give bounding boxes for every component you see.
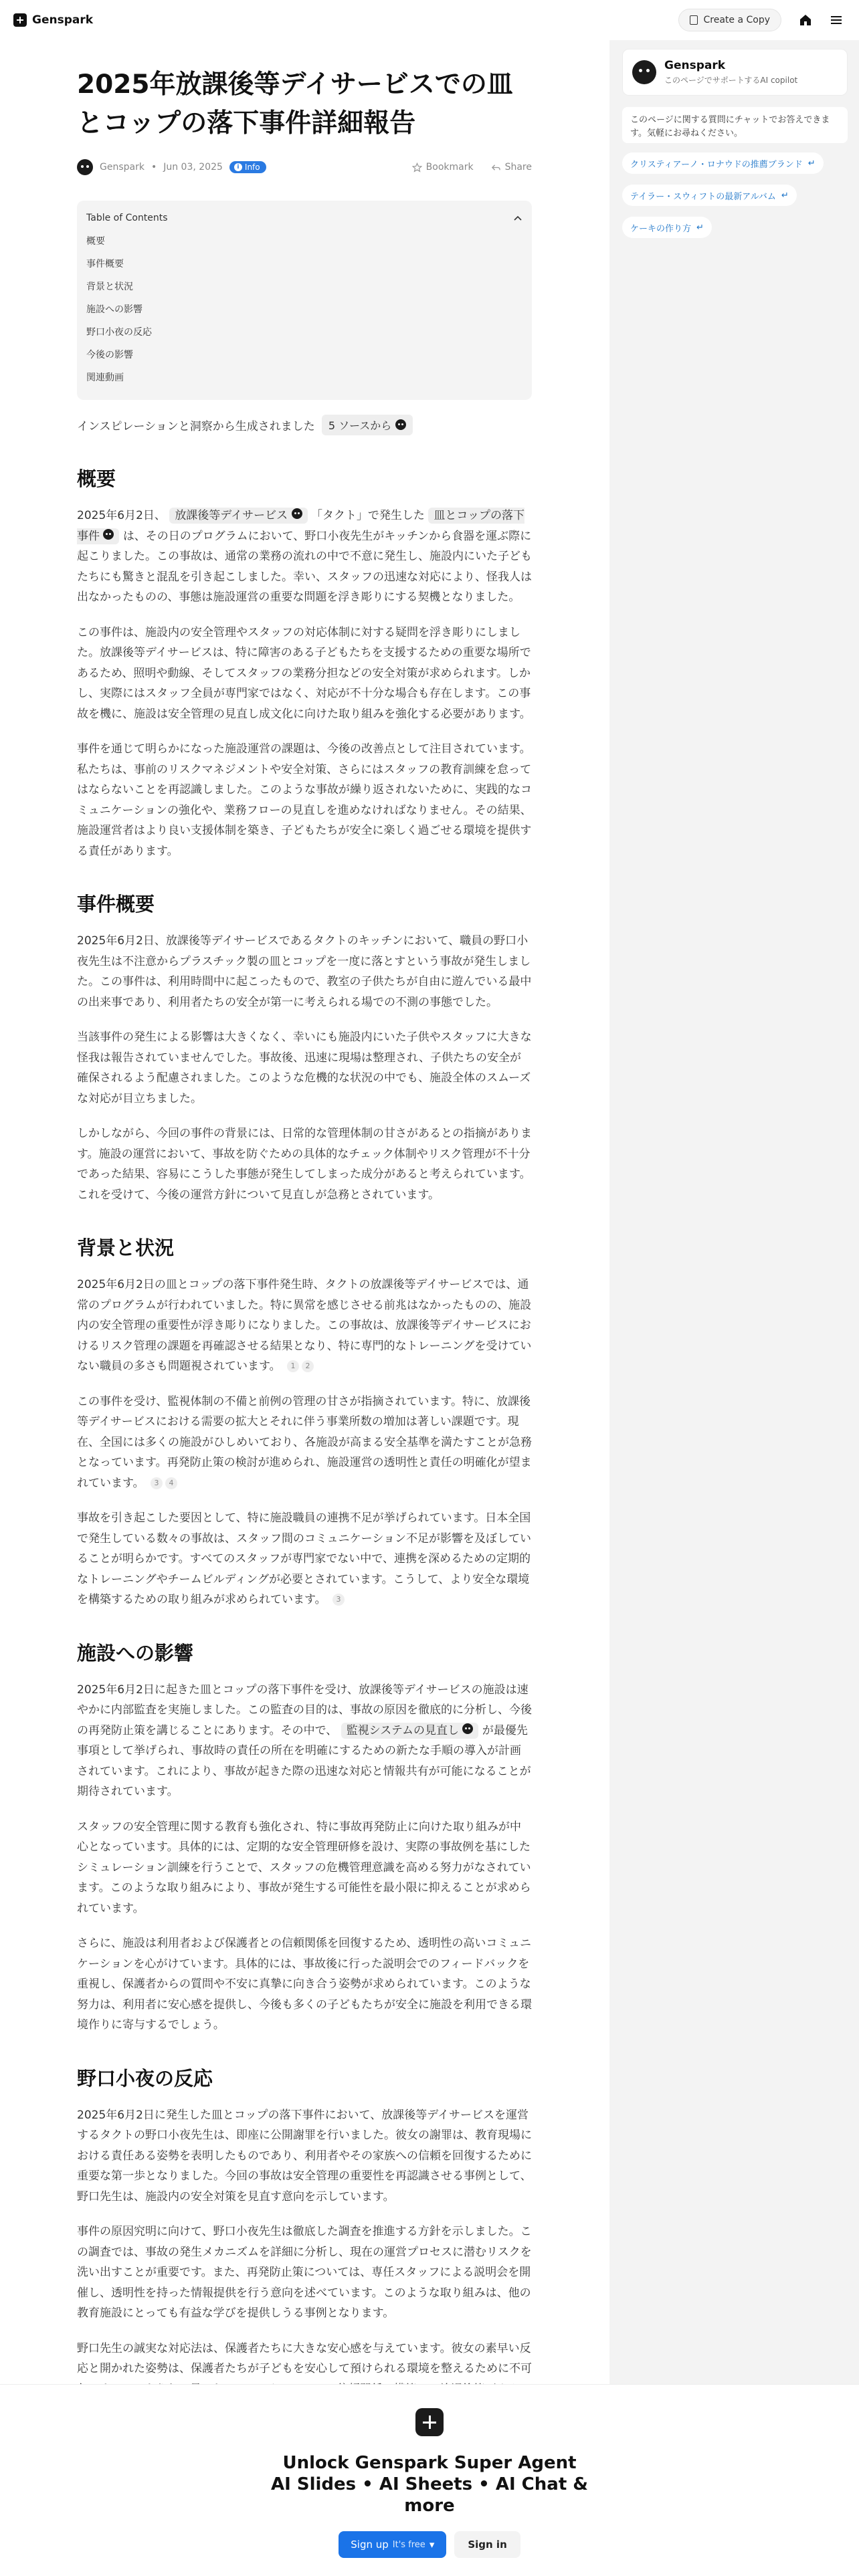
paragraph: [77, 1275, 532, 1377]
paragraph: 2025年6月2日に発生した皿とコップの落下事件において、放課後等デイサービスを運営するタクトの野口小夜先生は、即座に公開謝罪を行いました。彼女の謝罪は、教育現場における責任ある姿勢を表明したものであり、利用者やその家族への信頼を回復するために重要な第一歩となりました。今回の事故は安全管理の重要性を再認識させる事例として、野口先生は、施設内の安全対策を見直す意向を示しています。: [77, 2108, 532, 2204]
bookmark-label: Bookmark: [425, 162, 474, 173]
paragraph: 野口先生の誠実な対応法は、保護者たちに大きな安心感を与えています。彼女の素早い反応と開かれた姿勢は、保護者たちが子どもを安心して預けられる環境を整えるために不可: [77, 2341, 532, 2375]
citation-badge[interactable]: 2: [302, 1360, 314, 1372]
cta-title-line: more: [404, 2496, 455, 2516]
table-of-contents: [77, 201, 532, 400]
article: [77, 40, 532, 2455]
copilot-header: [622, 49, 848, 96]
cta-title: [0, 2452, 859, 2516]
share-label: Share: [504, 162, 532, 173]
article-meta: [77, 158, 532, 177]
signup-button[interactable]: [339, 2531, 446, 2558]
cta-title-line: Unlock Genspark Super Agent: [282, 2453, 577, 2473]
toc-title: Table of Contents: [86, 213, 168, 223]
author-avatar: [77, 159, 93, 175]
page-title: 2025年放課後等デイサービスでの皿とコップの落下事件詳細報告: [77, 70, 513, 138]
paragraph: [77, 506, 532, 608]
enter-arrow-icon: ↵: [696, 222, 704, 233]
text-run: 事故を引き起こした要因として、特に施設職員の連携不足が挙げられています。日本全国で発生している数々の事故は、スタッフ間のコミュニケーション不足が影響を及ぼしていることが明らかです。すべてのスタッフが専門家でない中で、連携を深めるための定期的なトレーニングやチームビルディングが必要とされています。こうして、より安全な環境を構築するための取り組みが求められています。: [77, 1511, 531, 1606]
paragraph: [77, 1680, 532, 1802]
suggestion-label: クリスティアーノ・ロナウドの推薦ブランド: [630, 159, 803, 170]
create-copy-button[interactable]: [678, 9, 781, 31]
copilot-intro-message: このページに関する質問にチャットでお答えできます。気軽にお尋ねください。: [622, 107, 848, 143]
text-run: は、その日のプログラムにおいて、野口小夜先生がキッチンから食器を運ぶ際に起こりました。この事故は、通常の業務の流れの中で不意に発生し、施設内にいた子どもたちにも驚きと混乱を引き起こしました。幸い、スタッフの迅速な対応により、怪我人は出なかったものの、事態は施設運営の重要な問題を浮き彫りにする契機となりました。: [77, 529, 532, 604]
create-copy-label: Create a Copy: [703, 15, 770, 25]
paragraph: [77, 1508, 532, 1610]
suggestion-chip[interactable]: [622, 217, 712, 238]
text-run: この事件を受け、監視体制の不備と前例の管理の甘さが指摘されています。特に、放課後等デイサービスにおける需要の拡大とそれに伴う事業所数の増加は著しい課題です。現在、全国には多くの施設がひしめいており、各施設が高まる安全基準を満たすことが急務となっています。再発防止策の検討が進められ、施設運営の透明性と責任の明確化が望まれています。: [77, 1394, 532, 1490]
paragraph: 当該事件の発生による影響は大きくなく、幸いにも施設内にいた子供やスタッフに大きな怪我は報告されていませんでした。事故後、迅速に現場は整理され、子供たちの安全が確保されるよう配慮されました。このような危機的な状況の中でも、施設全体のスムーズな対応が目立ちました。: [77, 1031, 532, 1105]
paragraph: しかしながら、今回の事件の背景には、日常的な管理体制の甘さがあるとの指摘があります。施設の運営において、事故を防ぐための具体的なチェック体制やリスク管理が不十分であった結果、容易にこうした事態が発生してしまった成分があると考えられています。これを受けて、今後の運営方針について見直しが急務とされています。: [77, 1127, 532, 1202]
paragraph: [77, 1392, 532, 1494]
genspark-logo-icon: [13, 13, 27, 27]
sources-chip-label: 5 ソースから: [328, 419, 392, 432]
toc-item-background[interactable]: 背景と状況: [86, 282, 133, 292]
publish-date: Jun 03, 2025: [163, 162, 223, 173]
paragraph: 2025年6月2日、放課後等デイサービスであるタクトのキッチンにおいて、職員の野口小夜先生は不注意からプラスチック製の皿とコップを一度に落とすという事故が発生しました。この事件は、利用時間中に起こったもので、教室の子供たちが自由に遊んでいる最中の出来事であり、利用者たちの安全が第一に考えられる場での不測の事態でした。: [77, 934, 532, 1009]
copy-icon: [690, 15, 698, 25]
info-badge-label: Info: [244, 163, 260, 172]
copilot-avatar-icon: [632, 60, 656, 84]
paragraph: 事件の原因究明に向けて、野口小夜先生は徹底した調査を推進する方針を示しました。この調査では、事故の発生メカニズムを詳細に分析し、現在の運営プロセスに潜むリスクを洗い出すことが重要です。また、再発防止策については、専任スタッフによる説明会を開催し、透明性を持った情報提供を行う意向を述べています。このような取り組みは、他の教育施設にとっても有益な学びを提供しうる事例となります。: [77, 2225, 532, 2320]
text-run: 2025年6月2日に起きた皿とコップの落下事件を受け、放課後等デイサービスの施設は速やかに内部監査を実施しました。この監査の目的は、事故の原因を徹底的に分析し、今後の再発防止策を講じることにあります。その中で、: [77, 1683, 532, 1737]
menu-icon[interactable]: [830, 15, 843, 25]
copilot-subtitle: このページでサポートするAI copilot: [664, 76, 798, 85]
section-heading-background: 背景と状況: [77, 1237, 175, 1259]
toc-header[interactable]: [86, 213, 522, 223]
suggestion-label: ケーキの作り方: [630, 223, 692, 234]
copilot-name: Genspark: [664, 59, 726, 72]
signin-button[interactable]: Sign in: [454, 2531, 520, 2558]
citation-badge[interactable]: 3: [151, 1477, 163, 1489]
text-run: 「タクト」で発生した: [310, 509, 425, 522]
signup-label: Sign up: [351, 2539, 389, 2551]
toc-item-facility-impact[interactable]: 施設への影響: [86, 304, 142, 315]
genspark-logo-icon: [415, 2408, 444, 2436]
chevron-up-icon[interactable]: [513, 215, 522, 221]
section-heading-noguchi-response: 野口小夜の反応: [77, 2066, 213, 2090]
entity-chip-label: 皿とコップの落下事件: [77, 509, 525, 543]
star-icon: [412, 163, 422, 173]
cta-title-line: AI Slides • AI Sheets • AI Chat &: [271, 2474, 588, 2494]
info-icon: i: [234, 163, 242, 171]
suggestion-label: テイラー・スウィフトの最新アルバム: [630, 191, 776, 202]
citation-badge[interactable]: 4: [165, 1477, 177, 1489]
entity-chip-label: 監視システムの見直し: [346, 1723, 460, 1737]
sources-line: [77, 413, 532, 436]
text-run: 2025年6月2日、: [77, 509, 166, 522]
enter-arrow-icon: ↵: [781, 190, 789, 201]
citation-badge[interactable]: 1: [287, 1360, 299, 1372]
paragraph: スタッフの安全管理に関する教育も強化され、特に事故再発防止に向けた取り組みが中心となっています。具体的には、定期的な安全管理研修を設け、実際の事故例を基にしたシミュレーション訓練を行うことで、スタッフの危機管理意識を高める努力がなされています。このような取り組みにより、事故が発生する可能性を最小限に抑えることが求められています。: [77, 1820, 531, 1915]
toc-item-noguchi-response[interactable]: 野口小夜の反応: [86, 327, 152, 338]
entity-chip-monitoring-review[interactable]: [341, 1723, 479, 1739]
toc-item-future-impact[interactable]: 今後の影響: [86, 350, 133, 360]
paragraph: さらに、施設は利用者および保護者との信頼関係を回復するため、透明性の高いコミュニケーションを心がけています。具体的には、事故後に行った説明会でのフィードバックを重視し、保護者からの質問や不安に真摯に向き合う姿勢が求められています。このような努力は、利用者に安心感を提供し、今後も多くの子どもたちが安全に施設を利用できる環境作りに寄与するでしょう。: [77, 1937, 532, 2032]
suggestion-chip[interactable]: [622, 152, 824, 174]
bookmark-button[interactable]: [412, 162, 474, 173]
genspark-mini-icon: [462, 1723, 473, 1734]
top-bar: [0, 0, 859, 40]
share-button[interactable]: [491, 162, 532, 173]
suggestion-chip[interactable]: [622, 185, 797, 206]
brand-name: Genspark: [32, 13, 94, 27]
sources-chip[interactable]: [322, 415, 413, 435]
toc-item-overview[interactable]: 概要: [86, 236, 105, 247]
genspark-mini-icon: [103, 529, 114, 540]
genspark-mini-icon: [292, 508, 302, 519]
paragraph: 事件を通じて明らかになった施設運営の課題は、今後の改善点として注目されています。私たちは、事前のリスクマネジメントや安全対策、さらにはスタッフの教育訓練を怠ってはならないことを再認識しました。このような事故が繰り返されないために、実践的なコミュニケーションの強化や、業務フローの見直しを進めなければなりません。その結果、施設運営者はより良い支援体制を築き、子どもたちが安全に楽しく過ごせる環境を提供する責任があります。: [77, 742, 532, 858]
meta-separator: •: [151, 162, 157, 173]
enter-arrow-icon: ↵: [807, 158, 816, 169]
entity-chip-label: 放課後等デイサービス: [175, 509, 288, 522]
text-run: 2025年6月2日の皿とコップの落下事件発生時、タクトの放課後等デイサービスでは、通常のプログラムが行われていました。特に異常を感じさせる前兆はなかったものの、施設内の安全管理の重要性が浮き彫りになりました。この事故は、放課後等デイサービスにおけるリスク管理の課題を再確認させる結果となり、特に専門的なトレーニングを受けていない職員の多さも問題視されています。: [77, 1278, 532, 1373]
info-badge: [229, 161, 266, 173]
signup-cta-banner: [0, 2384, 859, 2576]
section-heading-incident-summary: 事件概要: [77, 893, 155, 916]
toc-item-related-videos[interactable]: 関連動画: [86, 372, 124, 383]
genspark-mini-icon: [395, 419, 406, 430]
chevron-down-icon: ▾: [429, 2539, 435, 2551]
brand[interactable]: [13, 13, 93, 27]
author-name[interactable]: Genspark: [100, 162, 145, 173]
section-heading-facility-impact: 施設への影響: [77, 1641, 194, 1665]
paragraph: この事件は、施設内の安全管理やスタッフの対応体制に対する疑問を浮き彫りにしました。放課後等デイサービスは、特に障害のある子どもたちを支援するための重要な場所であるため、照明や動線、そしてスタッフの業務分担などの安全対策が求められます。しかし、実際にはスタッフ全員が専門家ではなく、対応が不十分な場合も存在します。この事故を機に、施設は安全管理の見直し成文化に向けた取り組みを強化する必要があります。: [77, 625, 531, 721]
entity-chip-after-school-service[interactable]: [169, 508, 307, 524]
copilot-panel: [609, 40, 859, 2384]
home-icon[interactable]: [799, 13, 812, 27]
share-icon: [491, 163, 501, 173]
citation-badge[interactable]: 3: [332, 1594, 345, 1606]
section-heading-overview: 概要: [77, 467, 116, 490]
sources-prefix: インスピレーションと洞察から生成されました: [77, 419, 315, 433]
signup-free-label: It's free: [392, 2539, 425, 2550]
text-run: が最優先事項として挙げられ、事故時の責任の所在を明確にするための新たな手順の導入が計画されています。これにより、事故が起きた際の迅速な対応と情報共有が可能になることが期待されています。: [77, 1723, 531, 1798]
toc-item-incident-summary[interactable]: 事件概要: [86, 259, 124, 270]
